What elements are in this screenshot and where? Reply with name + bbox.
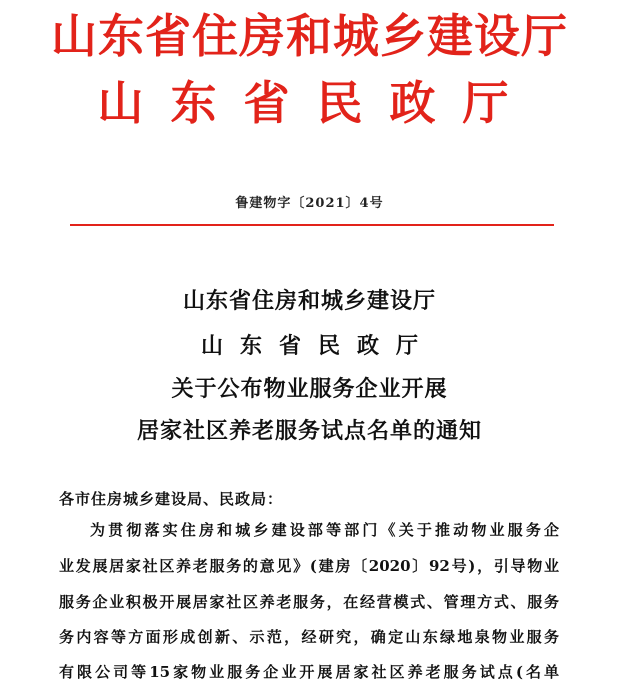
document-number: 鲁建物字〔2021〕4号 bbox=[235, 196, 384, 211]
title-line-civil-affairs-department: 山东省民政厅 bbox=[200, 333, 435, 359]
red-divider-rule bbox=[70, 224, 554, 226]
red-header-issuer-civil-affairs: 山东省民政厅 bbox=[97, 76, 536, 130]
title-line-subject-part2: 居家社区养老服务试点名单的通知 bbox=[136, 418, 482, 444]
title-line-housing-department: 山东省住房和城乡建设厅 bbox=[182, 288, 436, 314]
salutation: 各市住房城乡建设局、民政局： bbox=[59, 490, 284, 508]
body-paragraph-line: 服务企业积极开展居家社区养老服务，在经营模式、管理方式、服务 bbox=[59, 593, 559, 611]
body-paragraph-line: 有限公司等15家物业服务企业开展居家社区养老服务试点(名单 bbox=[59, 663, 559, 681]
title-line-subject-part1: 关于公布物业服务企业开展 bbox=[171, 376, 448, 402]
body-paragraph-line: 务内容等方面形成创新、示范，经研究，确定山东绿地泉物业服务 bbox=[59, 628, 559, 646]
body-paragraph-line: 为贯彻落实住房和城乡建设部等部门《关于推动物业服务企 bbox=[90, 521, 559, 539]
red-header-issuer-housing: 山东省住房和城乡建设厅 bbox=[51, 9, 568, 63]
body-paragraph-line: 业发展居家社区养老服务的意见》(建房〔2020〕92号)，引导物业 bbox=[59, 557, 559, 575]
